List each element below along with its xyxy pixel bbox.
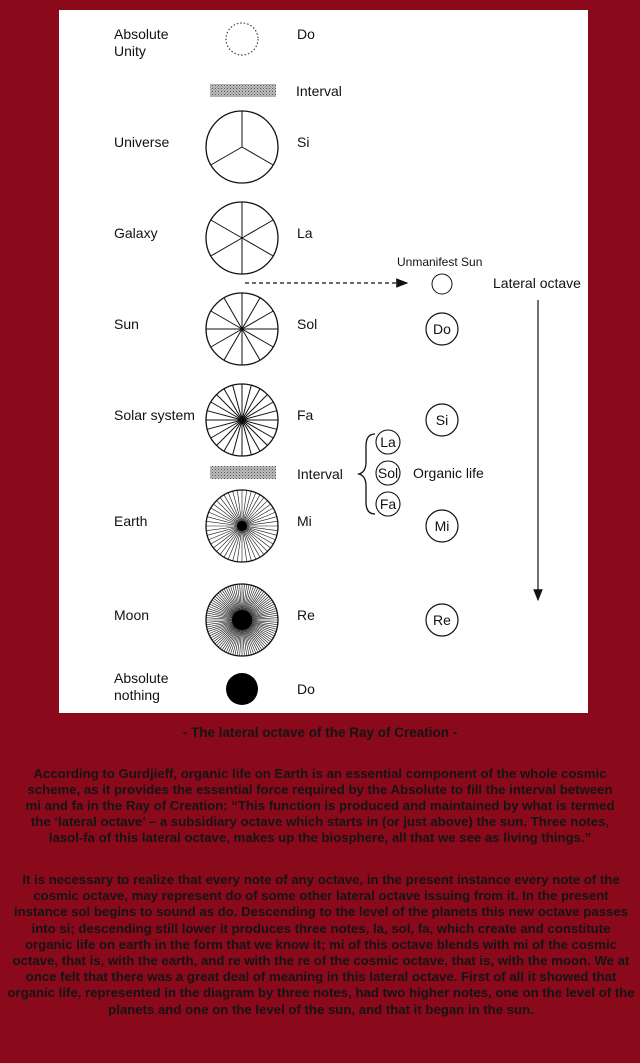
lateral-octave-label: Lateral octave — [493, 275, 581, 291]
note-sol: Sol — [297, 316, 318, 332]
circle-division-line — [233, 526, 242, 561]
organic-note-la — [376, 430, 400, 454]
circle-division-line — [211, 220, 242, 238]
organic-note-sol — [376, 461, 400, 485]
svg-text:Re: Re — [433, 612, 451, 628]
circle-division-line — [242, 491, 251, 526]
interval-bar-upper — [210, 84, 276, 97]
solar-system-circle — [206, 384, 278, 456]
level-name-universe: Universe — [114, 134, 170, 150]
body-paragraph: It is necessary to realize that every note of any octave, in the present instance every note of the cosmic octave, may represent do of some other lateral octave issuing from it. In the present instance sol begins to sound as do. Descending to the level of the planets this new octave passes into si; descending still lower it produces three notes, la, sol, fa, which create and constitute organic life on earth in the form that we know it; mi of this octave blends with mi of the cosmic octave, that is, with the earth, and re with the re of the cosmic octave, that is, with the moon. We at once felt that there was a great deal of meaning in this lateral octave. First of all it showed that organic life, represented in the diagram by three notes, had two higher notes, one on the level of the planets and one on the level of the sun, and that it began in the sun. — [7, 872, 635, 1017]
universe-circle — [206, 111, 278, 183]
moon-core — [232, 610, 252, 630]
interval-bar-lower — [210, 466, 276, 479]
circle-division-line — [242, 517, 277, 526]
lateral-note-re — [426, 604, 458, 636]
svg-text:Sol: Sol — [377, 465, 399, 481]
lateral-note-do — [426, 313, 458, 345]
level-name-solar-system: Solar system — [114, 407, 195, 423]
svg-text:Mi: Mi — [434, 518, 450, 534]
organic-note-fa — [376, 492, 400, 516]
moon-circle — [206, 584, 278, 656]
level-name-line: nothing — [114, 687, 160, 703]
unmanifest-sun-circle — [432, 274, 452, 294]
absolute-unity-circle — [226, 23, 258, 55]
level-name-earth: Earth — [114, 513, 148, 529]
circle-division-line — [211, 238, 242, 256]
circle-division-line — [242, 526, 277, 535]
circle-division-line — [211, 147, 242, 165]
level-name-galaxy: Galaxy — [114, 225, 158, 241]
level-name-sun: Sun — [114, 316, 139, 332]
note-mi: Mi — [297, 513, 312, 529]
note-re: Re — [297, 607, 315, 623]
organic-life-label: Organic life — [413, 465, 484, 481]
earth-circle — [206, 490, 278, 562]
interval-label-lower: Interval — [297, 466, 343, 482]
note-do-top: Do — [297, 26, 315, 42]
circle-division-line — [242, 238, 273, 256]
level-name-line: Absolute — [114, 670, 169, 686]
absolute-nothing-circle — [226, 673, 258, 705]
circle-division-line — [207, 526, 242, 535]
lateral-note-si — [426, 404, 458, 436]
level-name-absolute-unity — [114, 26, 172, 59]
interval-label-upper: Interval — [296, 83, 342, 99]
earth-core — [237, 521, 247, 531]
circle-division-line — [242, 147, 273, 165]
circle-division-line — [233, 491, 242, 526]
level-name-moon: Moon — [114, 607, 150, 623]
unmanifest-sun-label: Unmanifest Sun — [397, 255, 483, 269]
level-name-absolute-nothing — [114, 670, 172, 703]
svg-text:La: La — [380, 434, 396, 450]
note-fa: Fa — [297, 407, 314, 423]
svg-text:Do: Do — [433, 321, 451, 337]
level-name-line: Absolute — [114, 26, 169, 42]
note-si: Si — [297, 134, 310, 150]
diagram-caption: - The lateral octave of the Ray of Creation - — [182, 725, 458, 740]
quote-paragraph: According to Gurdjieff, organic life on Earth is an essential component of the whole cosmic scheme, as it provides the essential force required by the Absolute to fill the interval between mi and fa in the Ray of Creation: “This function is produced and maintained by what is termed the ‘lateral octave’ – a subsidiary octave which starts in (or just above) the sun. Three notes, lasol-fa of this lateral octave, makes up the biosphere, all that we see as living things.” — [25, 766, 615, 845]
ray-of-creation-diagram — [59, 10, 588, 713]
note-do-bottom: Do — [297, 681, 315, 697]
diagram-svg — [59, 10, 588, 713]
galaxy-circle — [206, 202, 278, 274]
svg-text:Fa: Fa — [379, 496, 397, 512]
organic-life-brace — [359, 434, 375, 514]
svg-text:Si: Si — [435, 412, 449, 428]
lateral-note-mi — [426, 510, 458, 542]
note-la: La — [297, 225, 313, 241]
circle-division-line — [242, 526, 251, 561]
sun-circle — [206, 293, 278, 365]
circle-division-line — [207, 517, 242, 526]
level-name-line: Unity — [114, 43, 146, 59]
circle-division-line — [242, 220, 273, 238]
